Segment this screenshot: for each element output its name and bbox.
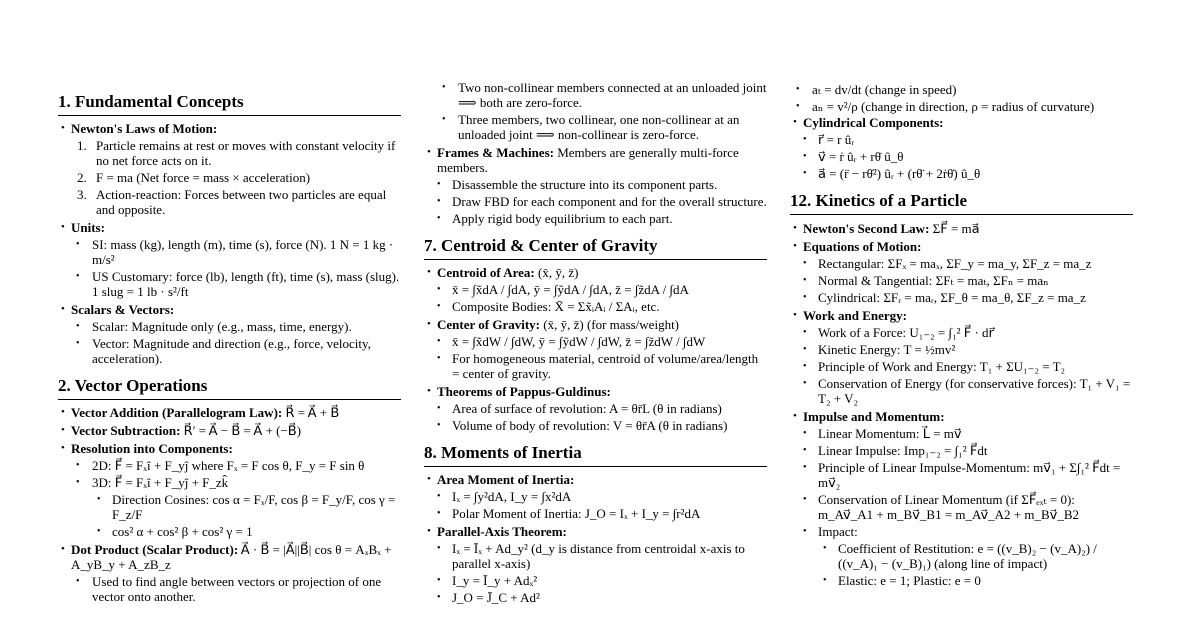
section-title-centroid: 7. Centroid & Center of Gravity bbox=[424, 235, 767, 260]
section-title-kinetics: 12. Kinetics of a Particle bbox=[790, 190, 1133, 215]
list-item bbox=[790, 115, 1133, 181]
list-item bbox=[58, 121, 401, 217]
vector-addition-heading: Vector Addition (Parallelogram Law): bbox=[71, 405, 283, 420]
column-1 bbox=[58, 0, 401, 604]
list-item: • Conservation of Linear Momentum (if ΣF⃗ₑₓₜ = 0): m_Av⃗_A1 + m_Bv⃗_B1 = m_Av⃗_A2 + m_Bv⃗_B2 bbox=[798, 492, 1133, 522]
work-energy-list bbox=[798, 325, 1133, 406]
dot-product-list bbox=[71, 574, 401, 604]
list-item: • Two non-collinear members connected at an unloaded joint ⟹ both are zero-force. bbox=[437, 80, 767, 110]
vector-addition-eq: R⃗ = A⃗ + B⃗ bbox=[285, 405, 340, 420]
list-item: • Linear Impulse: Imp₁₋₂ = ∫₁² F⃗dt bbox=[798, 443, 1133, 458]
list-item: • Impact: • Coefficient of Restitution: e = ((v_B)₂ − (v_A)₂) / ((v_A)₁ − (v_B)₁) (along line of impact) • Elastic: e = 1; Plastic: e = 0 bbox=[798, 524, 1133, 588]
cylindrical-heading: Cylindrical Components: bbox=[803, 115, 944, 130]
list-item: • Newton's Second Law: ΣF⃗ = ma⃗ bbox=[790, 221, 1133, 236]
list-item bbox=[790, 409, 1133, 588]
units-heading: Units: bbox=[71, 220, 105, 235]
list-item: • Draw FBD for each component and for the overall structure. bbox=[432, 194, 767, 209]
list-item bbox=[790, 239, 1133, 305]
newton-laws-heading: Newton's Laws of Motion: bbox=[71, 121, 218, 136]
list-item: • aₙ = v²/ρ (change in direction, ρ = radius of curvature) bbox=[791, 99, 1133, 114]
frames-steps-list bbox=[432, 177, 767, 226]
list-item: 2. F = ma (Net force = mass × acceleration) bbox=[77, 170, 311, 185]
list-item bbox=[424, 384, 767, 433]
centroid-area-heading: Centroid of Area: bbox=[437, 265, 535, 280]
kinetics-list bbox=[790, 221, 1133, 588]
equations-of-motion-heading: Equations of Motion: bbox=[803, 239, 922, 254]
work-energy-heading: Work and Energy: bbox=[803, 308, 908, 323]
list-item: • Volume of body of revolution: V = θr̄A (θ in radians) bbox=[432, 418, 767, 433]
impulse-momentum-list bbox=[798, 426, 1133, 588]
newton-second-law-heading: Newton's Second Law: bbox=[803, 221, 930, 236]
pappus-heading: Theorems of Pappus-Guldinus: bbox=[437, 384, 611, 399]
column-3 bbox=[790, 0, 1133, 588]
list-item: • Frames & Machines: Members are generally multi-force members. • Disassemble the structure into its component parts. • Draw FBD for each component and for the overall structure. • Apply rigid body equilibrium to each part. bbox=[424, 145, 767, 226]
list-item: • Area of surface of revolution: A = θr̄L (θ in radians) bbox=[432, 401, 767, 416]
dot-product-eq: A⃗ · B⃗ = |A⃗||B⃗| cos θ = AₓBₓ + A_yB_y + A_zB_z bbox=[71, 542, 392, 572]
section-title-fundamental-concepts: 1. Fundamental Concepts bbox=[58, 91, 401, 116]
tangential-list bbox=[790, 82, 1133, 114]
list-item bbox=[790, 308, 1133, 406]
list-item: • SI: mass (kg), length (m), time (s), force (N). 1 N = 1 kg · m/s² bbox=[71, 237, 401, 267]
units-list bbox=[71, 237, 401, 299]
center-of-gravity-list bbox=[432, 334, 767, 381]
list-item: • a⃗ = (r̈ − rθ̇²) ûᵣ + (rθ̈ + 2ṙθ̇) û_θ bbox=[798, 166, 1133, 181]
resolution-heading: Resolution into Components: bbox=[71, 441, 233, 456]
list-item: • Direction Cosines: cos α = Fₓ/F, cos β = F_y/F, cos γ = F_z/F bbox=[92, 492, 401, 522]
impact-list bbox=[818, 541, 1133, 588]
equations-of-motion-list bbox=[798, 256, 1133, 305]
list-item: • Disassemble the structure into its component parts. bbox=[432, 177, 767, 192]
list-item: • Apply rigid body equilibrium to each part. bbox=[432, 211, 767, 226]
zero-force-list bbox=[424, 80, 767, 142]
impulse-momentum-heading: Impulse and Momentum: bbox=[803, 409, 945, 424]
vector-subtraction-heading: Vector Subtraction: bbox=[71, 423, 181, 438]
list-item: • Vector: Magnitude and direction (e.g., force, velocity, acceleration). bbox=[71, 336, 401, 366]
cylindrical-components-list bbox=[798, 132, 1133, 181]
list-item: • Centroid of Area: (x̄, ȳ, z̄) • x̄ = ∫x̃dA / ∫dA, ȳ = ∫ỹdA / ∫dA, z̄ = ∫z̃dA / ∫dA • Composite Bodies: X̄ = Σx̃ᵢAᵢ / ΣAᵢ, etc. bbox=[424, 265, 767, 314]
list-item: • Rectangular: ΣFₓ = maₓ, ΣF_y = ma_y, ΣF_z = ma_z bbox=[798, 256, 1133, 271]
newton-laws-list bbox=[71, 138, 401, 217]
list-item: • Used to find angle between vectors or projection of one vector onto another. bbox=[71, 574, 401, 604]
list-item: • Coefficient of Restitution: e = ((v_B)₂ − (v_A)₂) / ((v_A)₁ − (v_B)₁) (along line of impact) bbox=[818, 541, 1133, 571]
list-item: • Scalar: Magnitude only (e.g., mass, time, energy). bbox=[71, 319, 401, 334]
direction-cosines-list bbox=[92, 492, 401, 539]
fundamental-list bbox=[58, 121, 401, 366]
list-item: • Iₓ = Īₓ + Ad_y² (d_y is distance from centroidal x-axis to parallel x-axis) bbox=[432, 541, 767, 571]
list-item bbox=[58, 441, 401, 539]
list-item: • x̄ = ∫x̃dW / ∫dW, ȳ = ∫ỹdW / ∫dW, z̄ = ∫z̃dW / ∫dW bbox=[432, 334, 767, 349]
list-item: • Kinetic Energy: T = ½mv² bbox=[798, 342, 1133, 357]
list-item: • 2D: F⃗ = Fₓî + F_yĵ where Fₓ = F cos θ, F_y = F sin θ bbox=[71, 458, 401, 473]
list-item: 3. Action-reaction: Forces between two particles are equal and opposite. bbox=[77, 187, 387, 217]
list-item: • Composite Bodies: X̄ = Σx̃ᵢAᵢ / ΣAᵢ, etc. bbox=[432, 299, 767, 314]
pappus-list bbox=[432, 401, 767, 433]
list-item: • J_O = J̄_C + Ad² bbox=[432, 590, 767, 605]
list-item: • cos² α + cos² β + cos² γ = 1 bbox=[92, 524, 401, 539]
dot-product-heading: Dot Product (Scalar Product): bbox=[71, 542, 239, 557]
column-2 bbox=[424, 0, 767, 605]
list-item: • Iₓ = ∫y²dA, I_y = ∫x²dA bbox=[432, 489, 767, 504]
section-title-vector-operations: 2. Vector Operations bbox=[58, 375, 401, 400]
list-item bbox=[58, 423, 401, 438]
list-item bbox=[58, 220, 401, 299]
center-of-gravity-heading: Center of Gravity: bbox=[437, 317, 541, 332]
list-item: • Principle of Work and Energy: T₁ + ΣU₁₋₂ = T₂ bbox=[798, 359, 1133, 374]
list-item: • aₜ = dv/dt (change in speed) bbox=[791, 82, 1133, 97]
inertia-list bbox=[424, 472, 767, 605]
list-item: • Cylindrical: ΣFᵣ = maᵣ, ΣF_θ = ma_θ, ΣF_z = ma_z bbox=[798, 290, 1133, 305]
area-moment-list bbox=[432, 489, 767, 521]
list-item: • Three members, two collinear, one non-collinear at an unloaded joint ⟹ non-collinear is zero-force. bbox=[437, 112, 767, 142]
list-item bbox=[58, 405, 401, 420]
list-item: • Work of a Force: U₁₋₂ = ∫₁² F⃗ · dr⃗ bbox=[798, 325, 1133, 340]
list-item: • For homogeneous material, centroid of volume/area/length = center of gravity. bbox=[432, 351, 767, 381]
list-item: • Conservation of Energy (for conservative forces): T₁ + V₁ = T₂ + V₂ bbox=[798, 376, 1133, 406]
list-item: • Linear Momentum: L⃗ = mv⃗ bbox=[798, 426, 1133, 441]
list-item: • US Customary: force (lb), length (ft), time (s), mass (slug). 1 slug = 1 lb · s²/ft bbox=[71, 269, 401, 299]
list-item: • r⃗ = r ûᵣ bbox=[798, 132, 1133, 147]
resolution-list bbox=[71, 458, 401, 539]
list-item bbox=[424, 472, 767, 521]
list-item bbox=[424, 524, 767, 605]
vector-ops-list bbox=[58, 405, 401, 604]
section-title-moments-of-inertia: 8. Moments of Inertia bbox=[424, 442, 767, 467]
cylindrical-list bbox=[790, 115, 1133, 181]
centroid-list bbox=[424, 265, 767, 433]
scalars-vectors-heading: Scalars & Vectors: bbox=[71, 302, 175, 317]
list-item: • Polar Moment of Inertia: J_O = Iₓ + I_y = ∫r²dA bbox=[432, 506, 767, 521]
parallel-axis-list bbox=[432, 541, 767, 605]
area-moment-heading: Area Moment of Inertia: bbox=[437, 472, 575, 487]
list-item: • I_y = Ī_y + Adₓ² bbox=[432, 573, 767, 588]
list-item: • 3D: F⃗ = Fₓî + F_yĵ + F_zk̂ • Direction Cosines: cos α = Fₓ/F, cos β = F_y/F, cos γ = F_z/F • cos² α + cos² β + cos² γ = 1 bbox=[71, 475, 401, 539]
list-item: 1. Particle remains at rest or moves with constant velocity if no net force acts on it. bbox=[77, 138, 396, 168]
vector-subtraction-eq: R⃗′ = A⃗ − B⃗ = A⃗ + (−B⃗) bbox=[183, 423, 302, 438]
list-item bbox=[58, 302, 401, 366]
list-item bbox=[58, 542, 401, 604]
centroid-area-list bbox=[432, 282, 767, 314]
list-item: • Center of Gravity: (x̄, ȳ, z̄) (for mass/weight) • x̄ = ∫x̃dW / ∫dW, ȳ = ∫ỹdW / ∫dW, z̄ = ∫z̃dW / ∫dW • For homogeneous material, centroid of volume/area/length = center of gravity. bbox=[424, 317, 767, 381]
scalars-list bbox=[71, 319, 401, 366]
parallel-axis-heading: Parallel-Axis Theorem: bbox=[437, 524, 567, 539]
frames-list bbox=[424, 145, 767, 226]
list-item: • Principle of Linear Impulse-Momentum: mv⃗₁ + Σ∫₁² F⃗dt = mv⃗₂ bbox=[798, 460, 1133, 490]
list-item: • x̄ = ∫x̃dA / ∫dA, ȳ = ∫ỹdA / ∫dA, z̄ = ∫z̃dA / ∫dA bbox=[432, 282, 767, 297]
frames-heading: Frames & Machines: bbox=[437, 145, 554, 160]
list-item: • Elastic: e = 1; Plastic: e = 0 bbox=[818, 573, 1133, 588]
list-item: • Normal & Tangential: ΣFₜ = maₜ, ΣFₙ = maₙ bbox=[798, 273, 1133, 288]
list-item: • v⃗ = ṙ ûᵣ + rθ̇ û_θ bbox=[798, 149, 1133, 164]
